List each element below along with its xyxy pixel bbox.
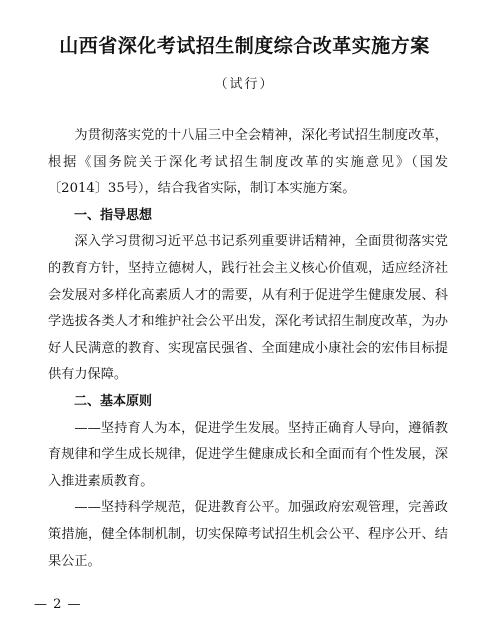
document-subtitle: （试行） [214, 77, 275, 92]
section-heading-basic-principles: 二、基本原则 [74, 393, 153, 409]
section-heading-guiding-ideology: 一、指导思想 [74, 207, 153, 223]
guiding-ideology-paragraph: 深入学习贯彻习近平总书记系列重要讲话精神，全面贯彻落实党的教育方针，坚持立德树人，践行社会主义核心价值观，适应经济社会发展对多样化高素质人才的需要，从有利于促进学生健康发展、科学选拔各类人才和维护社会公平出发，深化考试招生制度改革，为办好人民满意的教育、实现富民强省、全面建成小康社会的宏伟目标提供有力保障。 [48, 234, 448, 383]
principle-paragraph-education-fairness: ——坚持科学规范，促进教育公平。加强政府宏观管理，完善政策措施，健全体制机制，切实保障考试招生机会公平、程序公开、结果公正。 [48, 500, 448, 569]
document-body [48, 123, 448, 575]
intro-paragraph: 为贯彻落实党的十八届三中全会精神，深化考试招生制度改革，根据《国务院关于深化考试招生制度改革的实施意见》（国发〔2014〕35号），结合我省实际，制订本实施方案。 [48, 128, 448, 197]
principle-paragraph-student-development: ——坚持育人为本，促进学生发展。坚持正确育人导向，遵循教育规律和学生成长规律，促进学生健康成长和全面而有个性发展，深入推进素质教育。 [48, 420, 448, 489]
document-title: 山西省深化考试招生制度综合改革实施方案 [59, 35, 430, 57]
page-number: — 2 — [34, 597, 82, 612]
